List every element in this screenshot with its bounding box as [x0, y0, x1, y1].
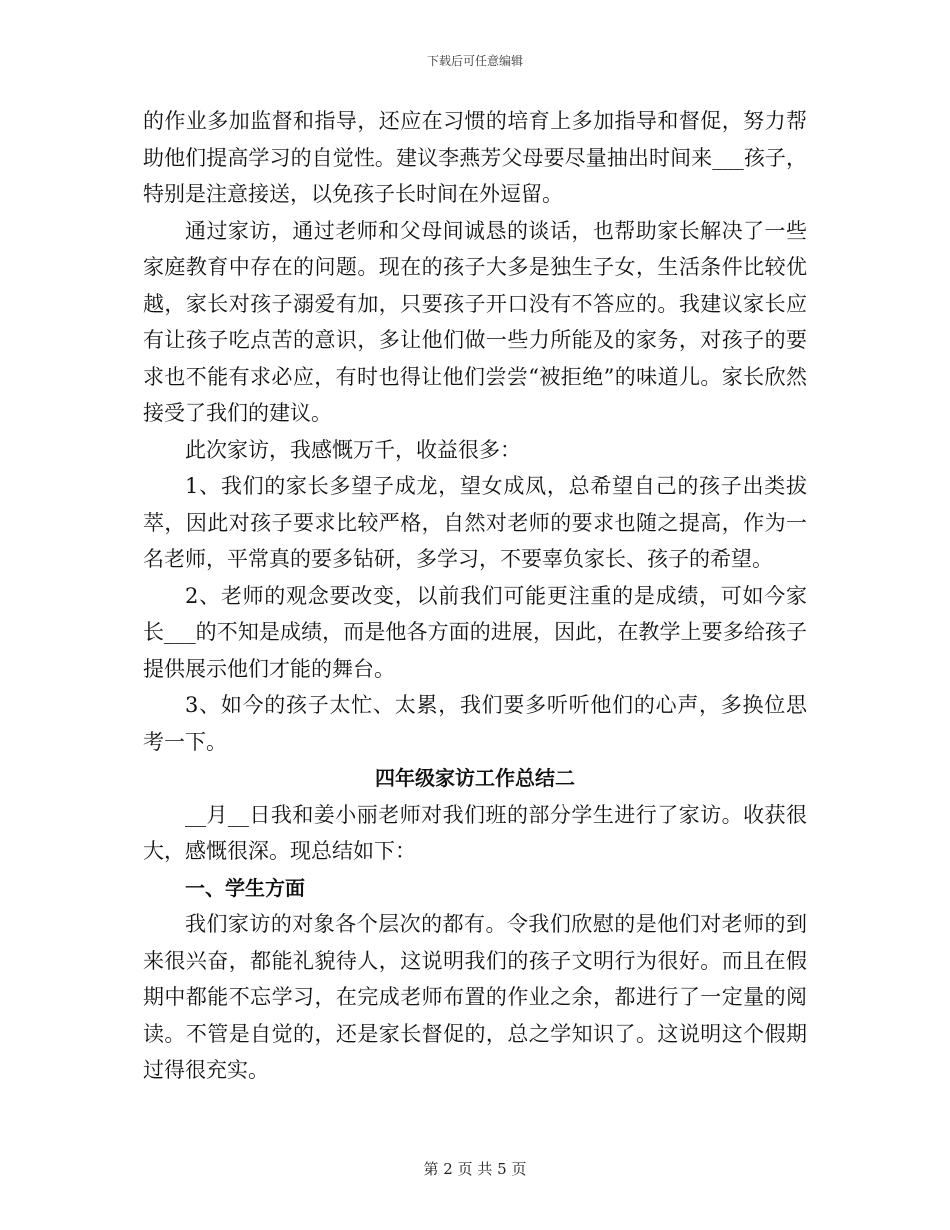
paragraph-students: 我们家访的对象各个层次的都有。令我们欣慰的是他们对老师的到来很兴奋，都能礼貌待人，这说明我们的孩子文明行为很好。而且在假期中都能不忘学习，在完成老师布置的作业之余，都进行了一定量的阅读。不管是自觉的，还是家长督促的，总之学知识了。这说明这个假期过得很充实。: [143, 912, 807, 1082]
paragraph-point-3: 3、如今的孩子太忙、太累，我们要多听听他们的心声，多换位思考一下。: [143, 693, 807, 754]
paragraph-point-2: 2、老师的观念要改变，以前我们可能更注重的是成绩，可如今家长___的不知是成绩，而是他各方面的进展，因此，在教学上要多给孩子提供展示他们才能的舞台。: [143, 583, 807, 681]
page-header-note: 下载后可任意编辑: [426, 54, 523, 68]
paragraph-reflection-intro: 此次家访，我感慨万千，收益很多：: [185, 437, 521, 462]
paragraph-point-1: 1、我们的家长多望子成龙，望女成凤，总希望自己的孩子出类拔萃，因此对孩子要求比较严格，自然对老师的要求也随之提高，作为一名老师，平常真的要多钻研，多学习，不要辜负家长、孩子的希望。: [143, 474, 807, 571]
paragraph-continued: 的作业多加监督和指导，还应在习惯的培育上多加指导和督促，努力帮助他们提高学习的自觉性。建议李燕芳父母要尽量抽出时间来___孩子，特别是注意接送，以免孩子长时间在外逗留。: [143, 109, 807, 206]
page-number: 第 2 页 共 5 页: [423, 1160, 527, 1178]
section-title: 四年级家访工作总结二: [375, 766, 575, 790]
paragraph-home-visit-effect: 通过家访，通过老师和父母间诚恳的谈话，也帮助家长解决了一些家庭教育中存在的问题。现在的孩子大多是独生子女，生活条件比较优越，家长对孩子溺爱有加，只要孩子开口没有不答应的。我建议家长应有让孩子吃点苦的意识，多让他们做一些力所能及的家务，对孩子的要求也不能有求必应，有时也得让他们尝尝“被拒绝”的味道儿。家长欣然接受了我们的建议。: [143, 218, 807, 425]
document-body: [143, 103, 807, 1089]
subheading-students: 一、学生方面: [185, 875, 305, 900]
paragraph-summary-intro: __月__日我和姜小丽老师对我们班的部分学生进行了家访。收获很大，感慨很深。现总结如下：: [143, 802, 807, 863]
